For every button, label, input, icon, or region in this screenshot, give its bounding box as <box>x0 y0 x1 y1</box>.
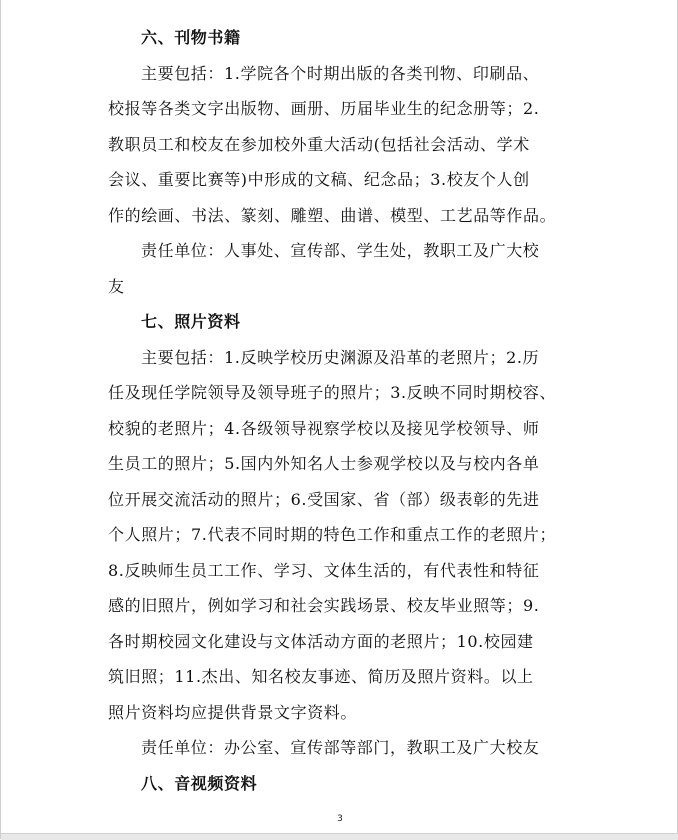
paragraph-line: 任及现任学院领导及领导班子的照片；3.反映不同时期校容、 <box>108 383 557 402</box>
paragraph-line: 校报等各类文字出版物、画册、历届毕业生的纪念册等；2. <box>108 99 540 118</box>
paragraph-line: 作的绘画、书法、篆刻、雕塑、曲谱、模型、工艺品等作品。 <box>108 205 557 225</box>
responsibility-line: 责任单位：办公室、宣传部等部门，教职工及广大校友 <box>141 738 540 757</box>
responsibility-line: 责任单位：人事处、宣传部、学生处，教职工及广大校 <box>141 241 540 260</box>
paragraph-line: 8.反映师生员工工作、学习、文体生活的，有代表性和特征 <box>108 560 540 580</box>
paragraph-line: 生员工的照片；5.国内外知名人士参观学校以及与校内各单 <box>108 454 540 473</box>
paragraph-line: 会议、重要比赛等)中形成的文稿、纪念品；3.校友个人创 <box>108 170 530 189</box>
document-body <box>1 20 678 801</box>
page-number: 3 <box>337 814 343 824</box>
section-heading-audio-video: 八、音视频资料 <box>141 773 258 793</box>
responsibility-line: 友 <box>108 276 125 296</box>
paragraph-line: 感的旧照片，例如学习和社会实践场景、校友毕业照等；9. <box>108 596 540 615</box>
section-heading-publications: 六、刊物书籍 <box>141 28 241 47</box>
paragraph-line: 个人照片；7.代表不同时期的特色工作和重点工作的老照片； <box>108 525 557 544</box>
paragraph-line: 位开展交流活动的照片；6.受国家、省（部）级表彰的先进 <box>108 489 540 509</box>
paragraph-line: 主要包括：1.反映学校历史渊源及沿革的老照片；2.历 <box>141 347 540 367</box>
section-heading-photos: 七、照片资料 <box>141 312 241 331</box>
paragraph-line: 教职员工和校友在参加校外重大活动(包括社会活动、学术 <box>108 134 530 154</box>
paragraph-line: 校貌的老照片；4.各级领导视察学校以及接见学校领导、师 <box>108 418 540 438</box>
paragraph-line: 各时期校园文化建设与文体活动方面的老照片；10.校园建 <box>108 631 534 651</box>
paragraph-line: 照片资料均应提供背景文字资料。 <box>108 702 358 722</box>
paragraph-line: 主要包括：1.学院各个时期出版的各类刊物、印刷品、 <box>141 63 540 83</box>
paragraph-line: 筑旧照；11.杰出、知名校友事迹、简历及照片资料。以上 <box>108 667 534 686</box>
